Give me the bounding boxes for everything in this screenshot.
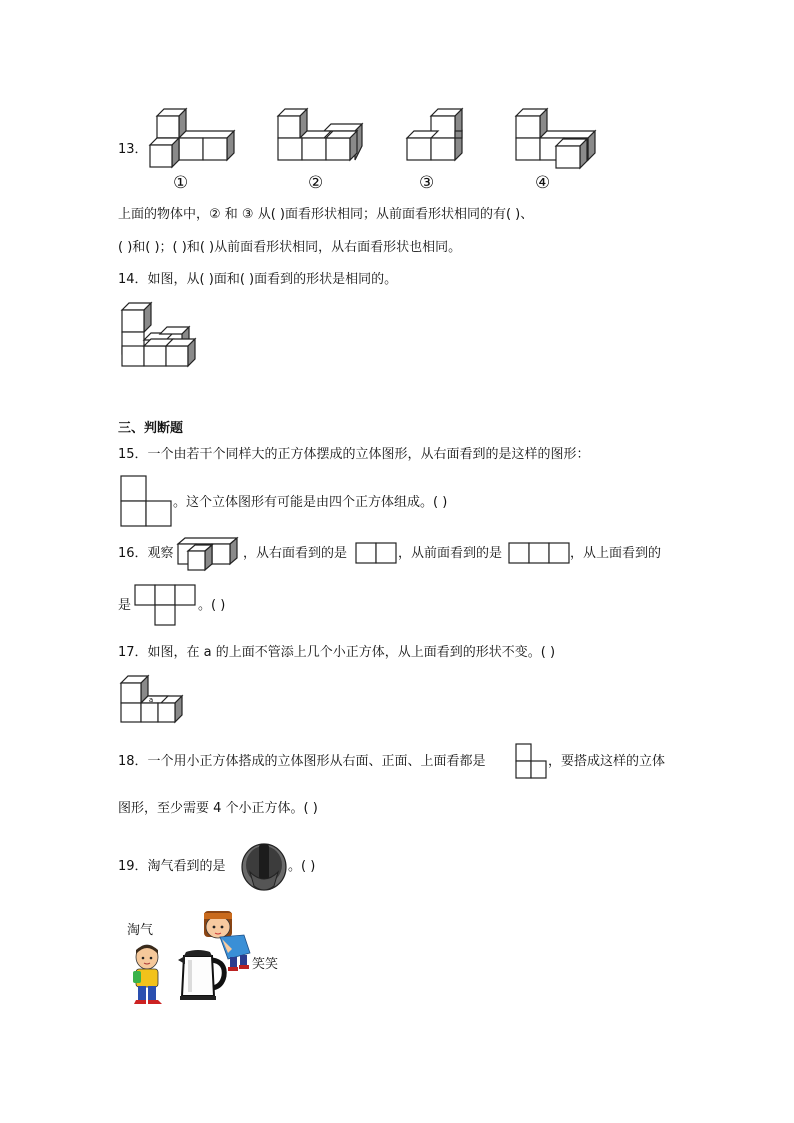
q13-label-2: ② [308,173,324,193]
q13-question-line-1: 上面的物体中，② 和 ③ 从( )面看形状相同；从前面看形状相同的有( )、 [118,207,534,222]
q16-text-observe: 16．观察 [118,546,174,561]
q16-text-front-view: ，从前面看到的是 [398,546,503,561]
q13-figure-1 [148,106,238,171]
boy-taoqi-icon [126,942,170,1006]
q16-cube-figure [176,536,244,572]
kettle-top-view-icon [240,842,288,894]
q13-label-3: ③ [419,173,435,193]
q16-right-view-shape [355,542,397,564]
q16-top-view-shape [134,584,196,626]
q19-question-suffix: 。( ) [288,859,316,874]
q16-text-top-view: ，从上面看到的 [570,546,662,561]
q18-question-line-1: 18．一个用小正方体搭成的立体图形从右面、正面、上面看都是 [118,754,486,769]
q13-number: 13． [118,142,148,157]
q16-front-view-shape [508,542,570,564]
q15-question-line-1: 15．一个由若干个同样大的正方体摆成的立体图形，从右面看到的是这样的图形： [118,447,590,462]
q17-cube-label-a: a [148,696,154,704]
q18-view-shape [515,743,547,779]
q18-question-line-1b: ，要搭成这样的立体 [548,754,666,769]
q13-label-1: ① [173,173,189,193]
q14-figure [120,300,195,370]
q16-answer-bracket: 。( ) [198,598,226,613]
q18-question-line-2: 图形，至少需要 4 个小正方体。( ) [118,801,318,816]
q13-question-line-2: ( )和( )；( )和( )从前面看形状相同，从右面看形状也相同。 [118,240,462,255]
girl-xiaoxiao-icon [198,909,254,973]
q19-question-prefix: 19．淘气看到的是 [118,859,226,874]
q13-label-4: ④ [535,173,551,193]
q17-question: 17．如图，在 a 的上面不管添上几个小正方体，从上面看到的形状不变。( ) [118,645,556,660]
q15-question-line-2: 。这个立体图形有可能是由四个正方体组成。( ) [173,495,448,510]
section-title-judgement: 三、判断题 [118,421,184,436]
q19-label-taoqi: 淘气 [127,923,154,938]
q16-text-is: 是 [118,598,132,613]
q13-figure-4 [514,106,604,172]
q15-right-view-shape [120,475,172,527]
q14-question: 14．如图，从( )面和( )面看到的形状是相同的。 [118,272,398,287]
q19-label-xiaoxiao: 笑笑 [252,957,279,972]
q13-figure-2 [276,106,366,166]
q13-figure-3 [405,106,475,166]
q17-figure [120,674,184,724]
q16-text-right-view: ，从右面看到的是 [243,546,348,561]
